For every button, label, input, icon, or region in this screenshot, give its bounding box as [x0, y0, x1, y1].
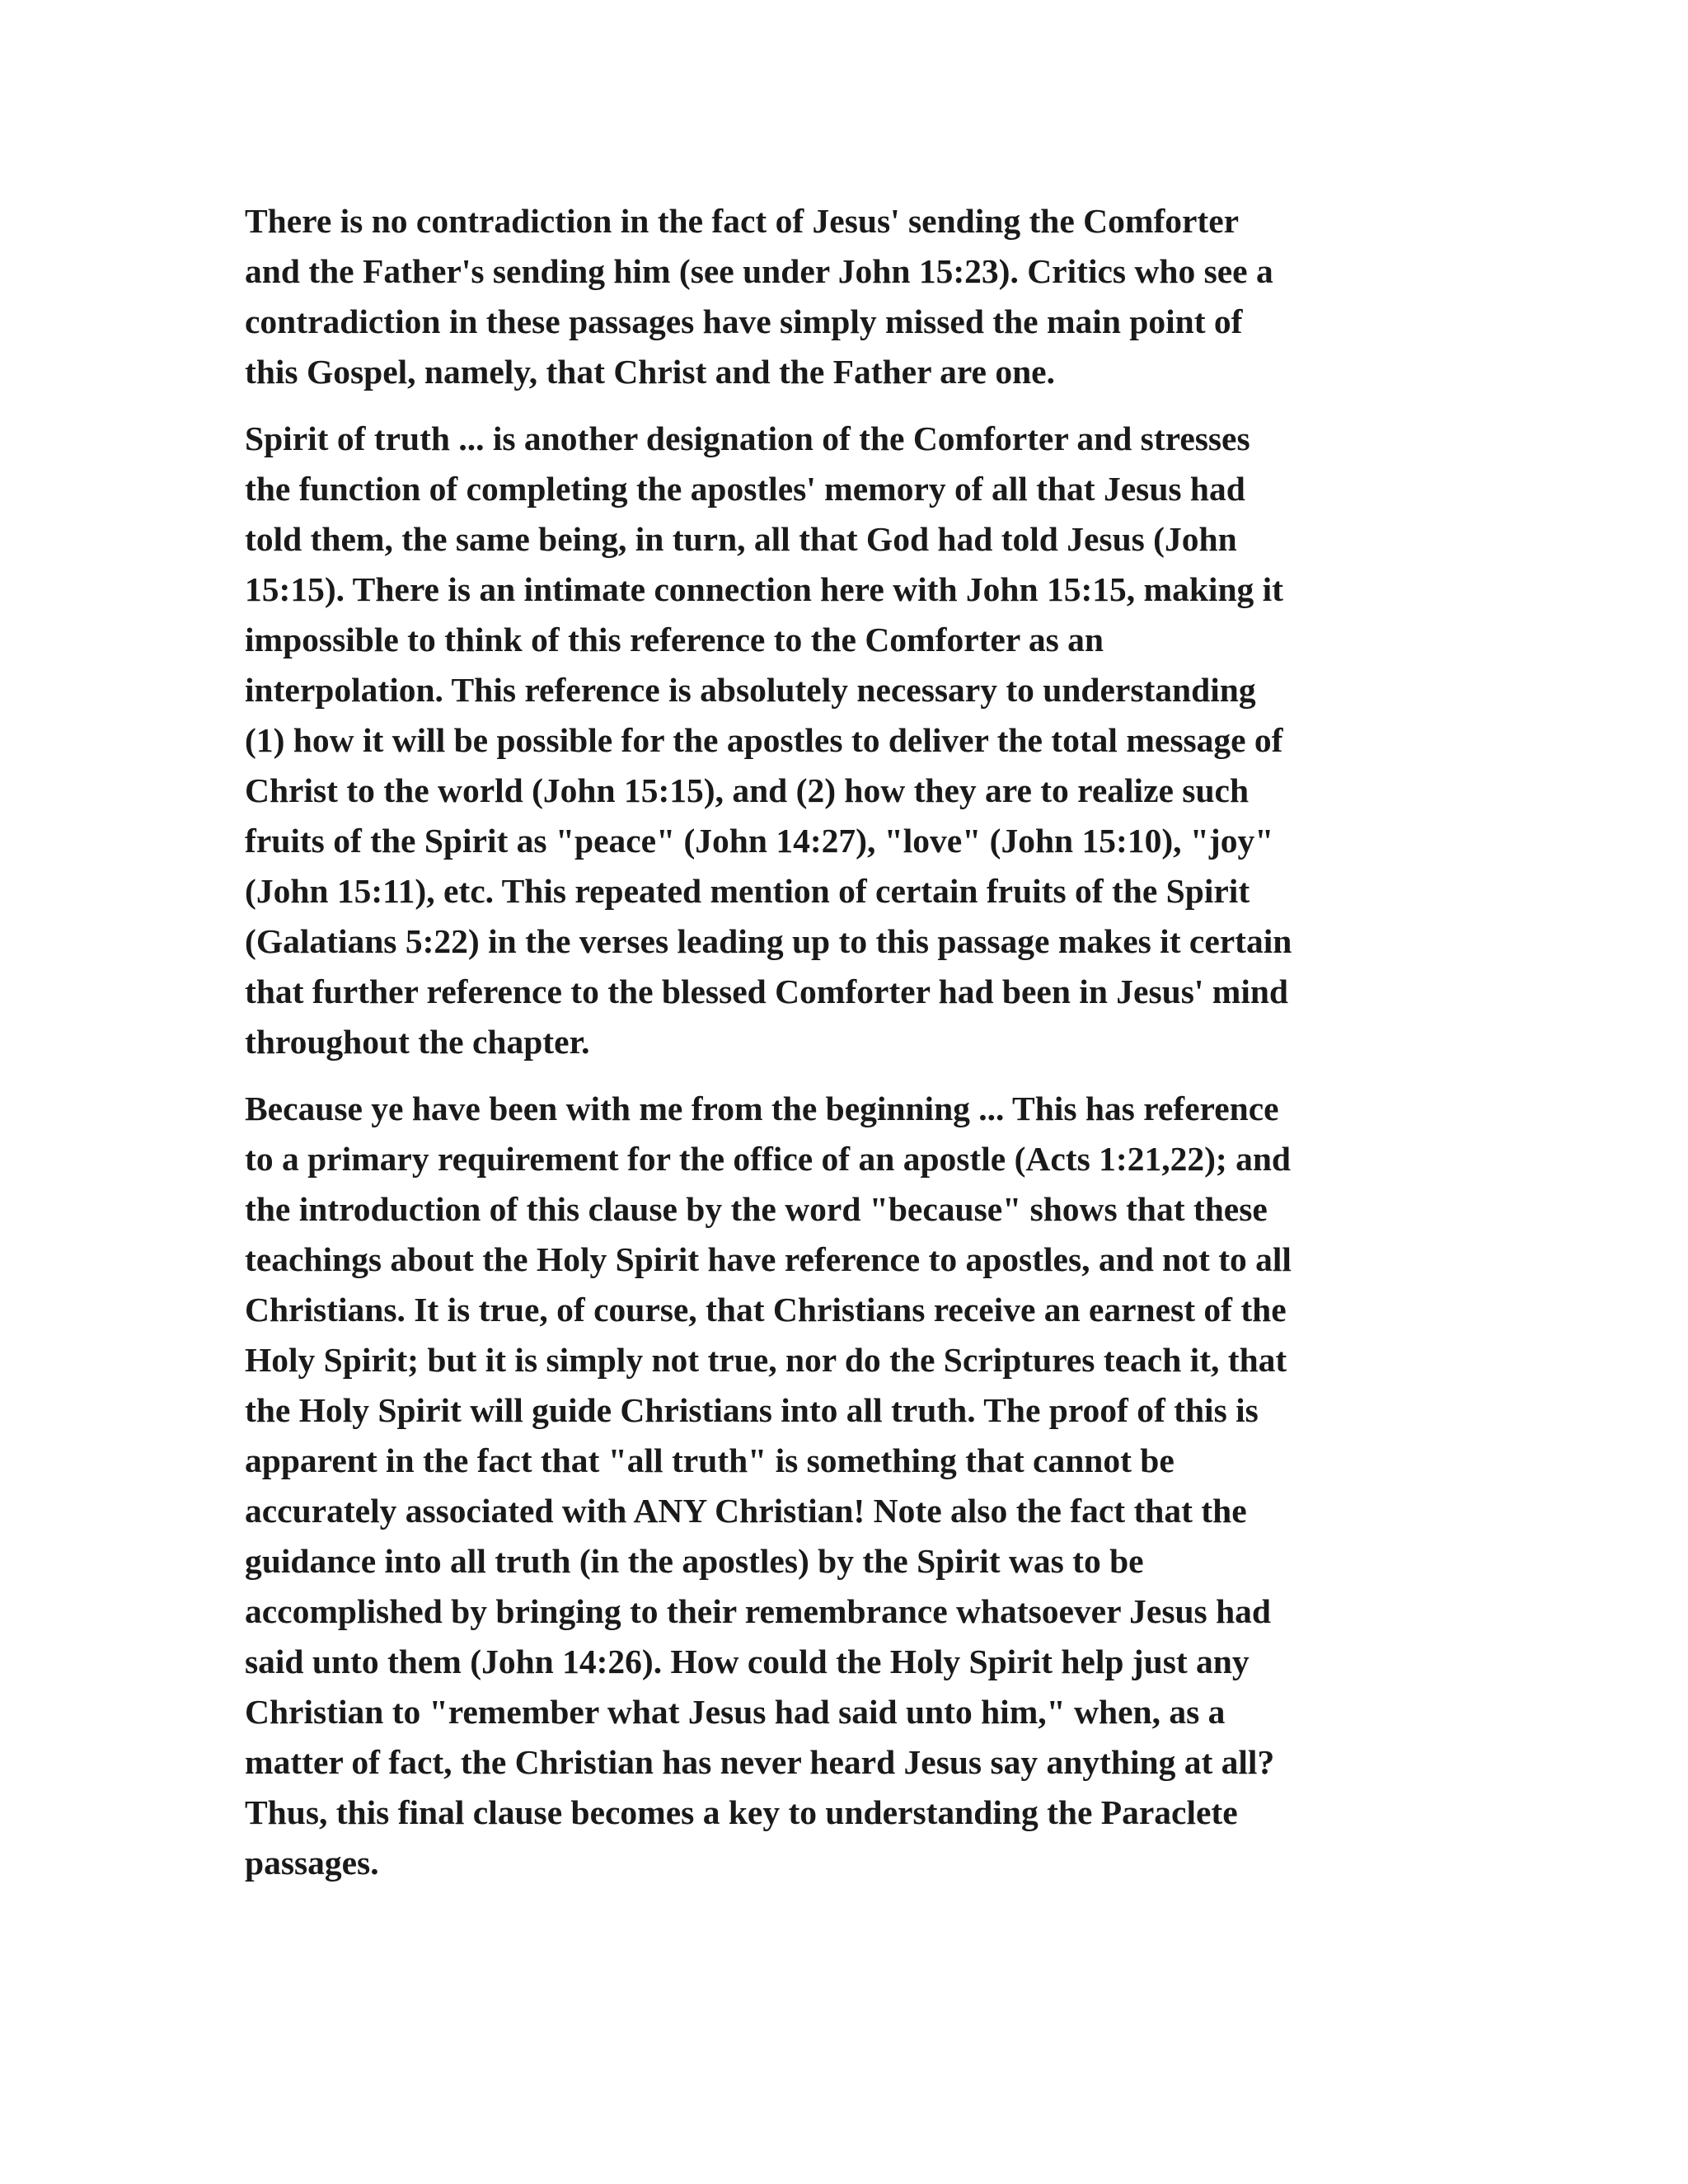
paragraph-spirit-of-truth: Spirit of truth ... is another designation of the Comforter and stresses the function of completing the apostles' memory of all that Jesus had told them, the same being, in turn, all that God had told Jesus (John 15:15). There is an intimate connection here with John 15:15, making it impossible to think of this reference to the Comforter as an interpolation. This reference is absolutely necessary to understanding (1) how it will be possible for the apostles to deliver the total message of Christ to the world (John 15:15), and (2) how they are to realize such fruits of the Spirit as "peace" (John 14:27), "love" (John 15:10), "joy" (John 15:11), etc. This repeated mention of certain fruits of the Spirit (Galatians 5:22) in the verses leading up to this passage makes it certain that further reference to the blessed Comforter had been in Jesus' mind throughout the chapter.: [245, 419, 1292, 1061]
paragraph-comforter-contradiction: There is no contradiction in the fact of Jesus' sending the Comforter and the Father's sending him (see under John 15:23). Critics who see a contradiction in these passages have simply missed the main point of this Gospel, namely, that Christ and the Father are one.: [245, 202, 1273, 391]
body-text: [245, 196, 1432, 1905]
paragraph-from-the-beginning: Because ye have been with me from the beginning ... This has reference to a primary requirement for the office of an apostle (Acts 1:21,22); and the introduction of this clause by the word "because" shows that these teachings about the Holy Spirit have reference to apostles, and not to all Christians. It is true, of course, that Christians receive an earnest of the Holy Spirit; but it is simply not true, nor do the Scriptures teach it, that the Holy Spirit will guide Christians into all truth. The proof of this is apparent in the fact that "all truth" is something that cannot be accurately associated with ANY Christian! Note also the fact that the guidance into all truth (in the apostles) by the Spirit was to be accomplished by bringing to their remembrance whatsoever Jesus had said unto them (John 14:26). How could the Holy Spirit help just any Christian to "remember what Jesus had said unto him," when, as a matter of fact, the Christian has never heard Jesus say anything at all? Thus, this final clause becomes a key to understanding the Paraclete passages.: [245, 1090, 1292, 1882]
